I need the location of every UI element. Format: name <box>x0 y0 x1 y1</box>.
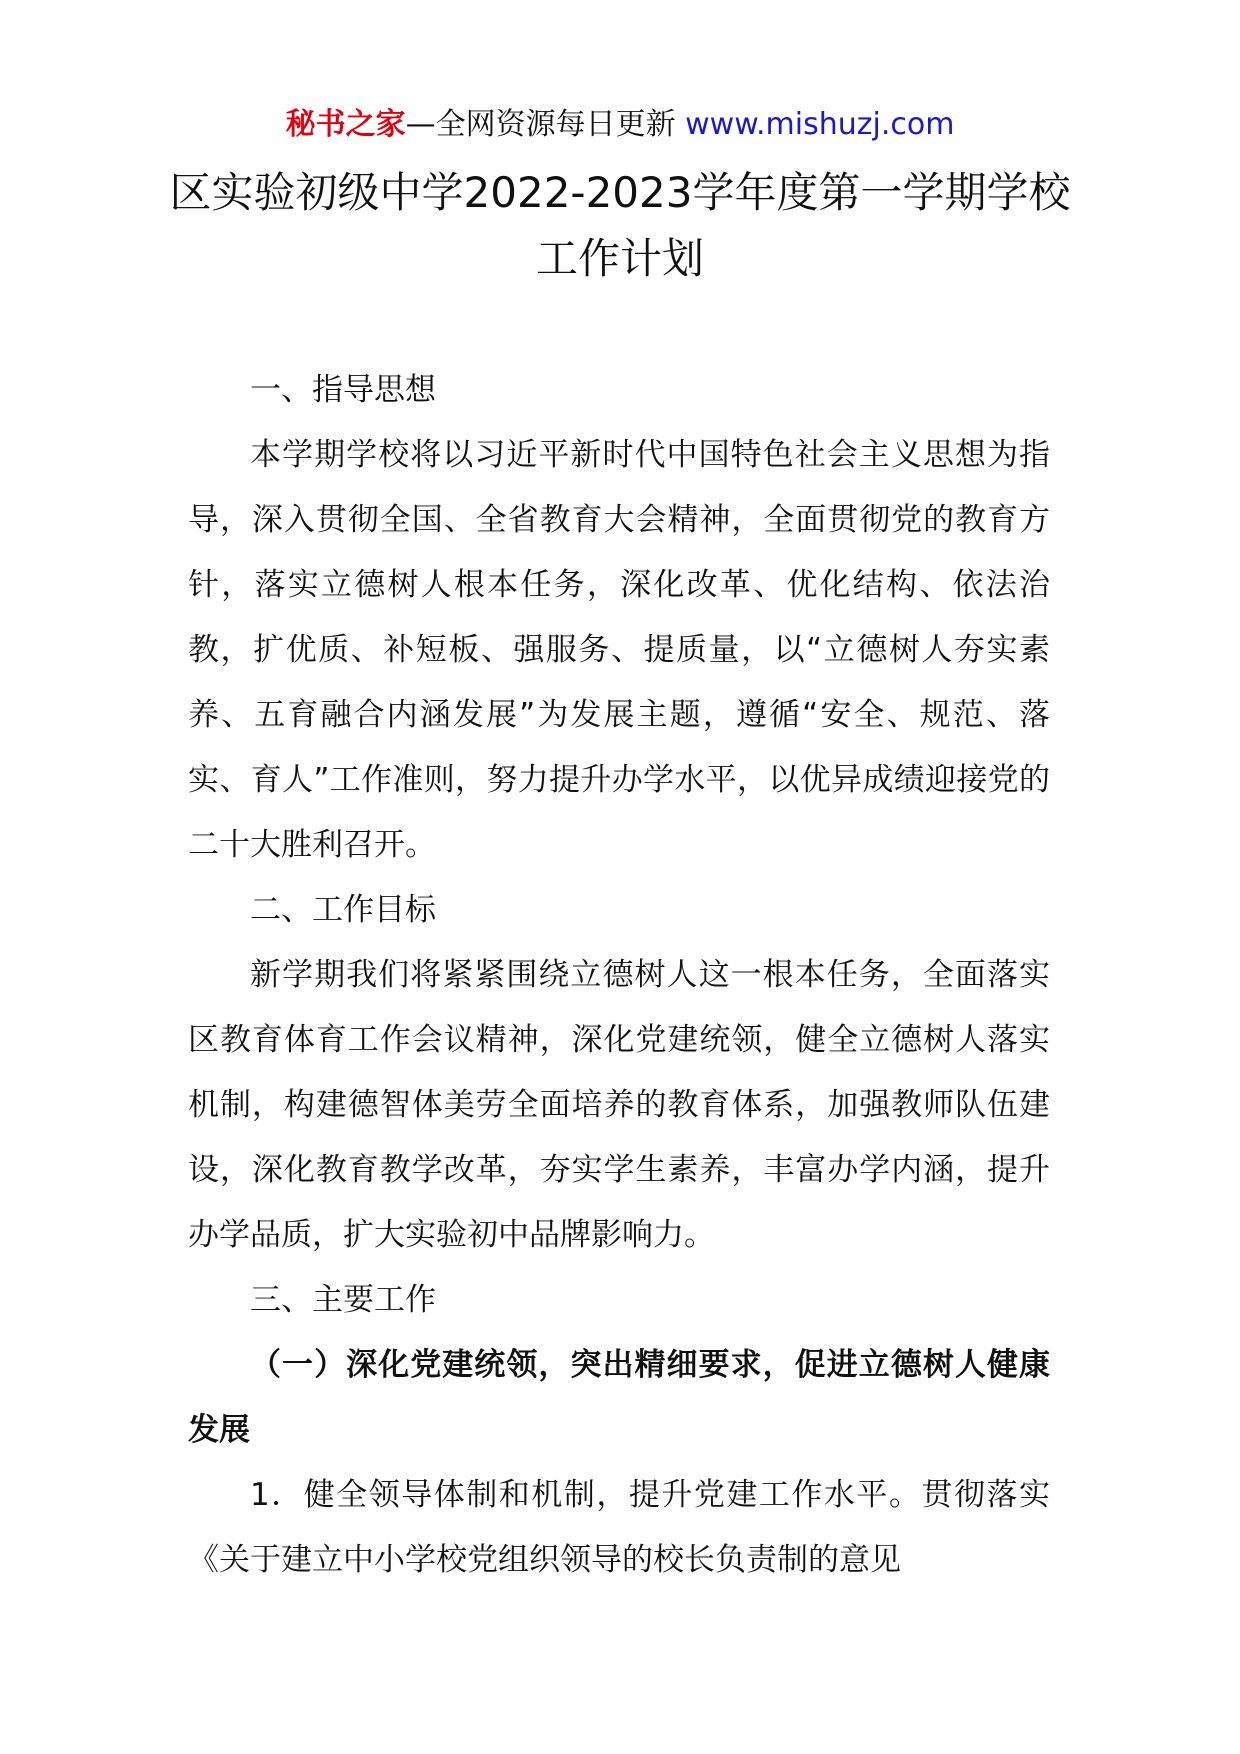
subsection-heading-party-building: （一）深化党建统领，突出精细要求，促进立德树人健康发展 <box>188 1347 1050 1448</box>
paragraph-guiding-thought: 本学期学校将以习近平新时代中国特色社会主义思想为指导，深入贯彻全国、全省教育大会精神，全面贯彻党的教育方针，落实立德树人根本任务，深化改革、优化结构、依法治教，扩优质、补短板、强服务、提质量，以“立德树人夯实素养、五育融合内涵发展”为发展主题，遵循“安全、规范、落实、育人”工作准则，努力提升办学水平，以优异成绩迎接党的二十大胜利召开。 <box>188 437 1050 863</box>
paragraph-item-1: 1．健全领导体制和机制，提升党建工作水平。贯彻落实《关于建立中小学校党组织领导的校长负责制的意见 <box>188 1477 1050 1578</box>
site-url-link[interactable]: www.mishuzj.com <box>685 107 955 142</box>
section-heading-guiding-thought: 一、指导思想 <box>250 372 436 408</box>
document-title: 区实验初级中学2022-2023学年度第一学期学校工作计划 <box>169 168 1071 283</box>
site-header <box>0 102 1240 148</box>
brand-name: 秘书之家 <box>285 107 406 142</box>
section-heading-main-work: 三、主要工作 <box>250 1282 436 1318</box>
paragraph-work-goals: 新学期我们将紧紧围绕立德树人这一根本任务，全面落实区教育体育工作会议精神，深化党建统领，健全立德树人落实机制，构建德智体美劳全面培养的教育体系，加强教师队伍建设，深化教育教学改革，夯实学生素养，丰富办学内涵，提升办学品质，扩大实验初中品牌影响力。 <box>188 957 1050 1253</box>
section-heading-work-goals: 二、工作目标 <box>250 892 436 928</box>
document-body <box>188 358 1050 1593</box>
header-slogan: —全网资源每日更新 <box>405 107 686 142</box>
